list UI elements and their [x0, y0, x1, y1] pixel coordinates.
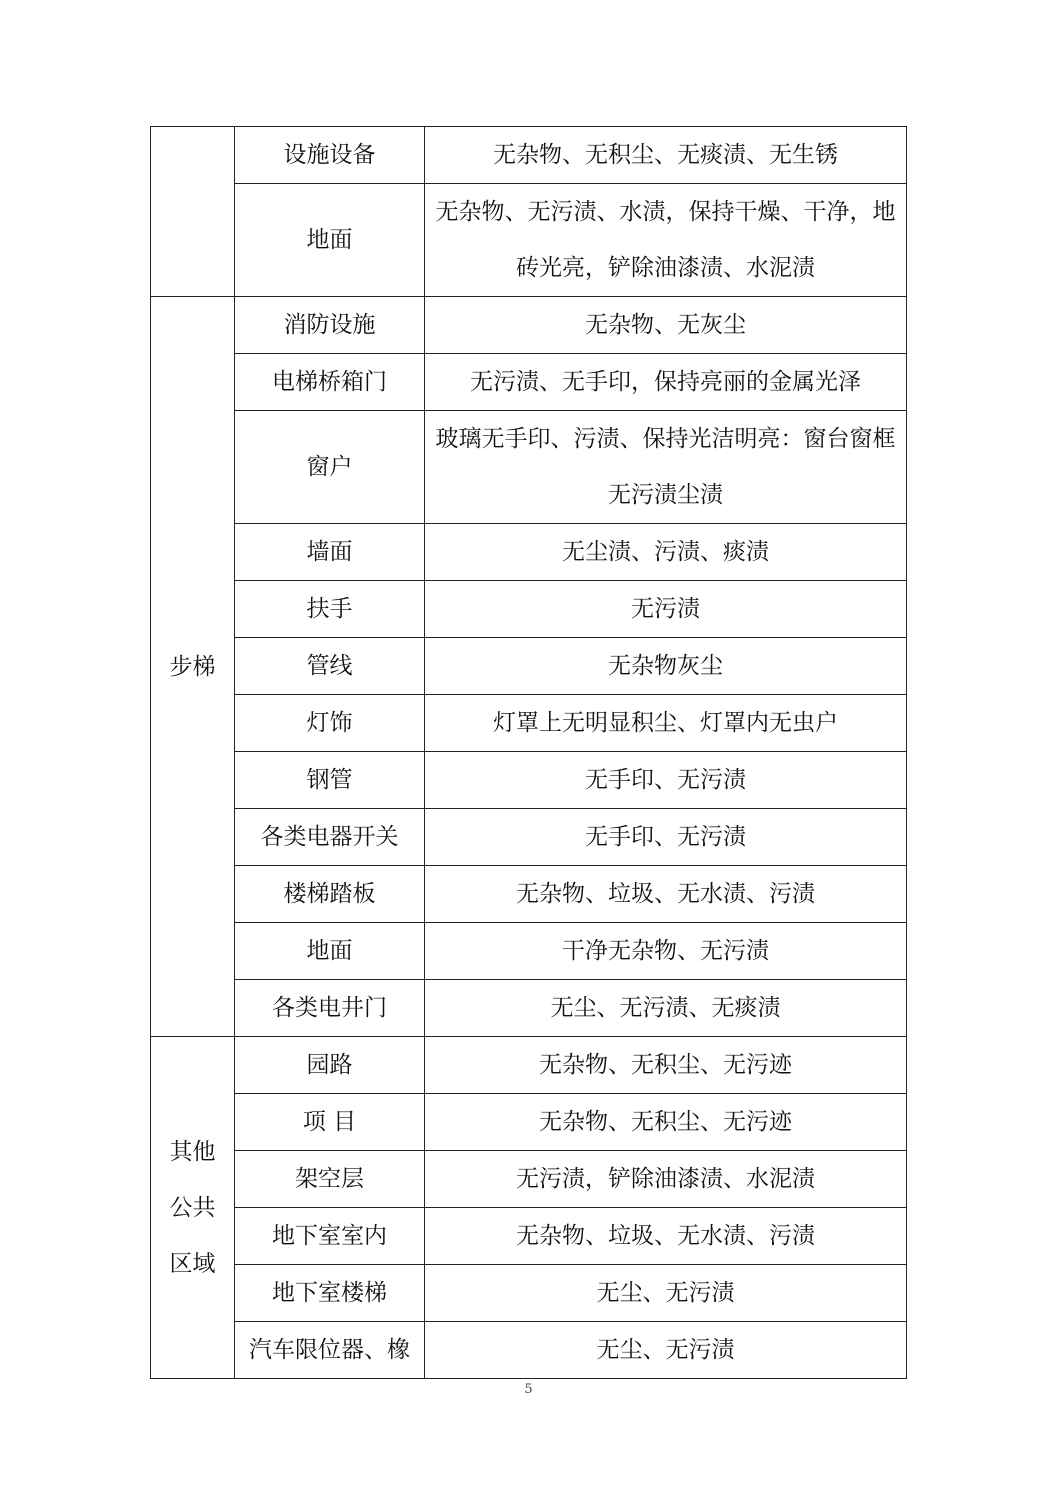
table-row	[151, 809, 907, 866]
table-row	[151, 1322, 907, 1379]
item-requirement: 无杂物、无灰尘	[425, 297, 907, 354]
item-name: 各类电器开关	[235, 809, 425, 866]
item-name: 钢管	[235, 752, 425, 809]
item-name: 设施设备	[235, 127, 425, 184]
table-row	[151, 1094, 907, 1151]
table-row	[151, 354, 907, 411]
item-requirement: 无杂物、垃圾、无水渍、污渍	[425, 1208, 907, 1265]
item-requirement: 无污渍	[425, 581, 907, 638]
table-row	[151, 524, 907, 581]
item-requirement: 无尘、无污渍、无痰渍	[425, 980, 907, 1037]
item-requirement: 无污渍，铲除油漆渍、水泥渍	[425, 1151, 907, 1208]
item-requirement: 无杂物、无积尘、无污迹	[425, 1037, 907, 1094]
area-cell-continued	[151, 127, 235, 297]
item-name: 楼梯踏板	[235, 866, 425, 923]
item-name: 各类电井门	[235, 980, 425, 1037]
area-cell-other-public	[151, 1037, 235, 1379]
item-requirement: 无杂物、无积尘、无痰渍、无生锈	[425, 127, 907, 184]
table-row	[151, 638, 907, 695]
table-row	[151, 297, 907, 354]
item-name: 架空层	[235, 1151, 425, 1208]
area-line: 区域	[169, 1250, 216, 1277]
item-requirement: 玻璃无手印、污渍、保持光洁明亮：窗台窗框无污渍尘渍	[425, 411, 907, 524]
area-line: 公共	[169, 1194, 216, 1221]
table-row	[151, 695, 907, 752]
item-name: 汽车限位器、橡	[235, 1322, 425, 1379]
item-requirement: 无杂物、垃圾、无水渍、污渍	[425, 866, 907, 923]
table-row	[151, 923, 907, 980]
item-name: 管线	[235, 638, 425, 695]
area-cell-stairs: 步梯	[151, 297, 235, 1037]
area-line: 其他	[169, 1138, 216, 1165]
table-row	[151, 184, 907, 297]
item-name: 消防设施	[235, 297, 425, 354]
cleaning-standards-table	[150, 126, 907, 1379]
item-name: 墙面	[235, 524, 425, 581]
item-name: 地面	[235, 184, 425, 297]
table-row	[151, 411, 907, 524]
item-name: 地下室室内	[235, 1208, 425, 1265]
item-name: 窗户	[235, 411, 425, 524]
item-name: 项 目	[235, 1094, 425, 1151]
item-requirement: 无尘、无污渍	[425, 1322, 907, 1379]
item-name: 园路	[235, 1037, 425, 1094]
table-row	[151, 127, 907, 184]
item-requirement: 无手印、无污渍	[425, 752, 907, 809]
item-requirement: 干净无杂物、无污渍	[425, 923, 907, 980]
item-requirement: 无杂物、无积尘、无污迹	[425, 1094, 907, 1151]
item-name: 灯饰	[235, 695, 425, 752]
table-row	[151, 1208, 907, 1265]
table-row	[151, 980, 907, 1037]
item-requirement: 无尘、无污渍	[425, 1265, 907, 1322]
item-name: 扶手	[235, 581, 425, 638]
item-requirement: 灯罩上无明显积尘、灯罩内无虫户	[425, 695, 907, 752]
item-name: 电梯桥箱门	[235, 354, 425, 411]
table-row	[151, 581, 907, 638]
item-name: 地面	[235, 923, 425, 980]
table-row	[151, 1037, 907, 1094]
page-number: 5	[524, 1382, 533, 1397]
table-row	[151, 866, 907, 923]
item-requirement: 无手印、无污渍	[425, 809, 907, 866]
item-requirement: 无污渍、无手印，保持亮丽的金属光泽	[425, 354, 907, 411]
table-row	[151, 1265, 907, 1322]
table-row	[151, 1151, 907, 1208]
item-name: 地下室楼梯	[235, 1265, 425, 1322]
table-row	[151, 752, 907, 809]
item-requirement: 无杂物灰尘	[425, 638, 907, 695]
item-requirement: 无杂物、无污渍、水渍，保持干燥、干净，地砖光亮，铲除油漆渍、水泥渍	[425, 184, 907, 297]
item-requirement: 无尘渍、污渍、痰渍	[425, 524, 907, 581]
